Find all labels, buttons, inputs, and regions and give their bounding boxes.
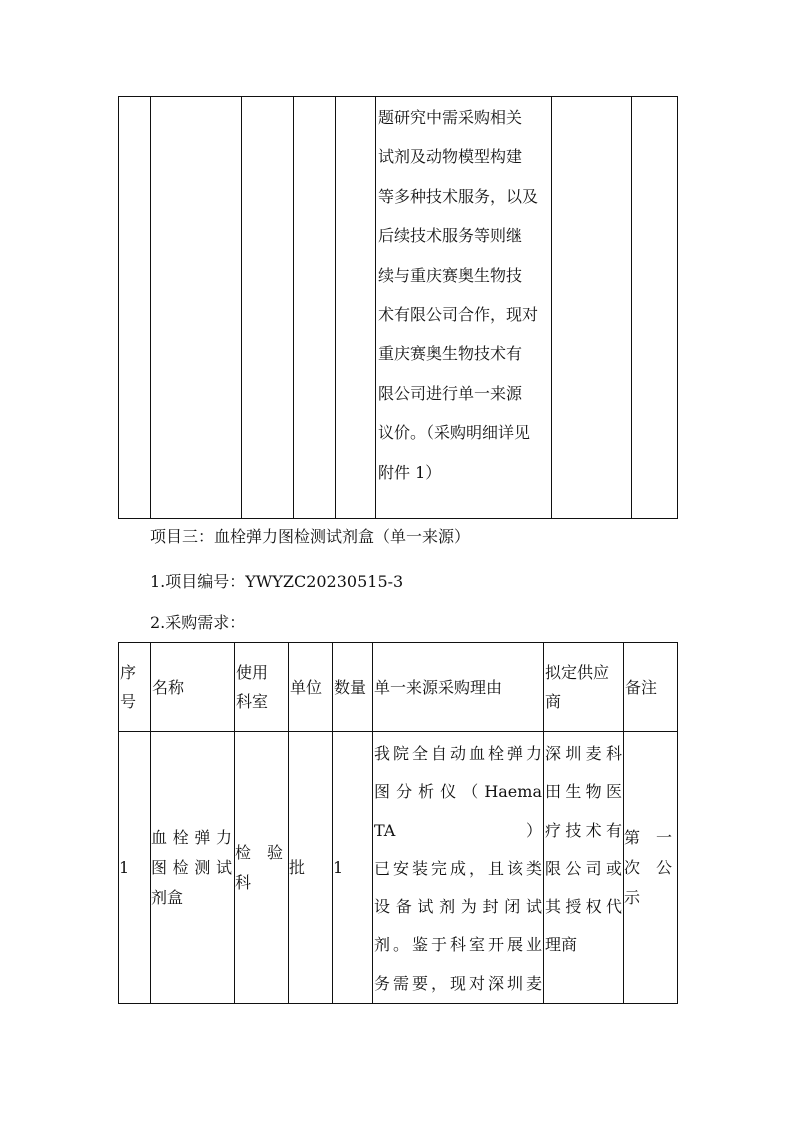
continuation-table (118, 96, 678, 519)
cell-supplier: 深圳麦科 田生物医 疗技术有 限公司或 其授权代 理商 (544, 732, 624, 1004)
reason-line: 后续技术服务等则继 (378, 226, 523, 246)
requirements-table (118, 642, 678, 1004)
header-name: 名称 (151, 643, 235, 732)
cell-supplier (552, 97, 632, 519)
cell-seq (119, 97, 151, 519)
cell-name (151, 97, 242, 519)
reason-line: 等多种技术服务，以及 (378, 186, 539, 206)
cell-dept (242, 97, 294, 519)
cell-unit (294, 97, 336, 519)
header-row (119, 643, 678, 732)
cell-seq: 1 (119, 732, 151, 1004)
cell-dept: 检 验 科 (235, 732, 289, 1004)
reason-line: 题研究中需采购相关 (378, 108, 523, 127)
cell-unit: 批 (289, 732, 333, 1004)
table-row (119, 97, 678, 519)
table-row (119, 732, 678, 1004)
header-qty: 数量 (333, 643, 373, 732)
cell-qty: 1 (333, 732, 373, 1004)
cell-reason: 我院全自动血栓弹力 图分析仪（Haema TA） 已安装完成，且该类 设备试剂为封闭试 剂。鉴于科室开展业 务需要，现对深圳麦 (373, 732, 544, 1004)
cell-remark: 第 一 次 公 示 (624, 732, 678, 1004)
cell-reason (376, 97, 552, 519)
reason-line: 重庆赛奥生物技术有 (378, 344, 523, 364)
requirements-title: 2.采购需求： (150, 613, 246, 632)
project-title: 项目三：血栓弹力图检测试剂盒（单一来源） (150, 527, 471, 546)
cell-remark (632, 97, 678, 519)
header-unit: 单位 (289, 643, 333, 732)
reason-line: 限公司进行单一来源 (378, 383, 523, 403)
reason-line: 议价。（采购明细详见 (378, 423, 531, 443)
header-supplier: 拟定供应 商 (544, 643, 624, 732)
header-remark: 备注 (624, 643, 678, 732)
header-dept: 使用 科室 (235, 643, 289, 732)
project-number: 1.项目编号：YWYZC20230515-3 (150, 572, 404, 591)
reason-line: 附件 1） (378, 462, 442, 482)
reason-line: 续与重庆赛奥生物技 (378, 265, 523, 285)
cell-qty (336, 97, 376, 519)
header-seq: 序 号 (119, 643, 151, 732)
reason-line: 试剂及动物模型构建 (378, 147, 523, 167)
reason-line: 术有限公司合作，现对 (378, 305, 539, 325)
cell-name: 血栓弹力 图检测试 剂盒 (151, 732, 235, 1004)
header-reason: 单一来源采购理由 (373, 643, 544, 732)
